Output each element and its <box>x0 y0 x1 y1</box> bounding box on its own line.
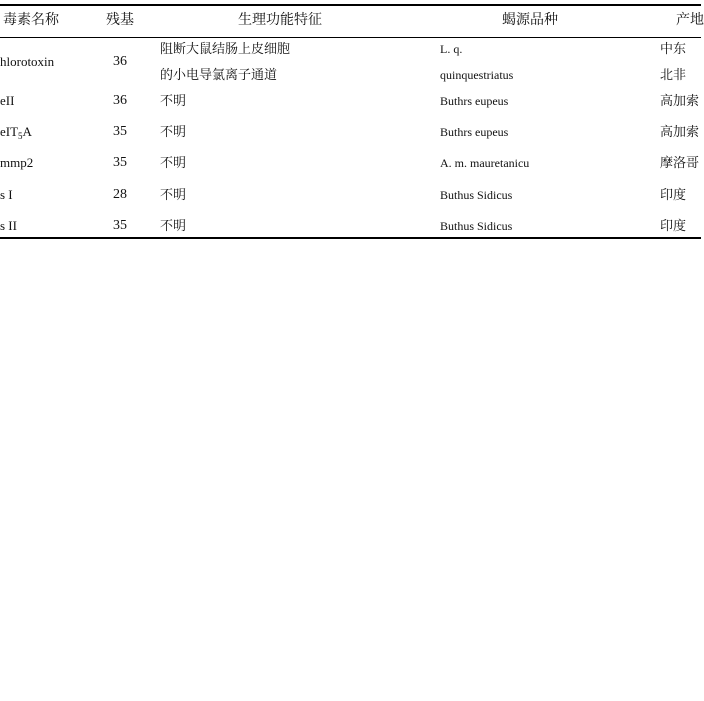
toxin-table <box>0 0 704 245</box>
row-5-species: Buthus Sidicus <box>440 188 513 202</box>
table-header-rule <box>0 37 701 38</box>
header-species: 蝎源品种 <box>502 13 558 28</box>
row-6-toxin-name: s II <box>0 218 17 233</box>
table-bottom-rule <box>0 237 701 239</box>
row-5-residues: 28 <box>113 187 127 202</box>
row-5-toxin-name: s I <box>0 187 13 202</box>
row-3-species: Buthrs eupeus <box>440 125 509 139</box>
row-4-function: 不明 <box>160 155 187 170</box>
row-2-species: Buthrs eupeus <box>440 94 509 108</box>
row-2-function: 不明 <box>160 93 187 108</box>
row-6-origin: 印度 <box>660 218 687 233</box>
row-2-residues: 36 <box>113 93 127 108</box>
row-4-species: A. m. mauretanicu <box>440 156 530 170</box>
row-3-function: 不明 <box>160 124 187 139</box>
header-residues: 残基 <box>106 13 134 28</box>
header-origin: 产地 <box>676 13 704 28</box>
row-5-function: 不明 <box>160 187 187 202</box>
table-top-rule <box>0 4 701 6</box>
row-3-toxin-name <box>0 124 32 144</box>
row-1-species-line-2: quinquestriatus <box>440 68 514 82</box>
row-3-origin: 高加索 <box>660 124 700 139</box>
header-toxin-name: 毒素名称 <box>3 13 59 28</box>
row-1-toxin-name: hlorotoxin <box>0 54 55 69</box>
row-3-toxin-name-main: eIT <box>0 124 19 139</box>
row-6-function: 不明 <box>160 218 187 233</box>
row-3-residues: 35 <box>113 124 127 139</box>
row-1-function-line-1: 阻断大鼠结肠上皮细胞 <box>160 41 291 56</box>
row-4-origin: 摩洛哥 <box>660 155 700 170</box>
row-4-toxin-name: mmp2 <box>0 155 34 170</box>
row-3-toxin-name-subscript: 5 <box>18 131 23 141</box>
header-function: 生理功能特征 <box>238 13 322 28</box>
row-3-toxin-name-tail: A <box>22 124 32 139</box>
row-1-residues: 36 <box>113 54 127 69</box>
row-4-residues: 35 <box>113 155 127 170</box>
row-1-function-line-2: 的小电导氯离子通道 <box>160 67 278 82</box>
row-2-toxin-name: eII <box>0 93 15 108</box>
row-1-origin-line-1: 中东 <box>660 41 687 56</box>
row-2-origin: 高加索 <box>660 93 700 108</box>
row-1-species-line-1: L. q. <box>440 42 463 56</box>
row-1-origin-line-2: 北非 <box>660 67 687 82</box>
row-6-species: Buthus Sidicus <box>440 219 513 233</box>
row-6-residues: 35 <box>113 218 127 233</box>
row-5-origin: 印度 <box>660 187 687 202</box>
